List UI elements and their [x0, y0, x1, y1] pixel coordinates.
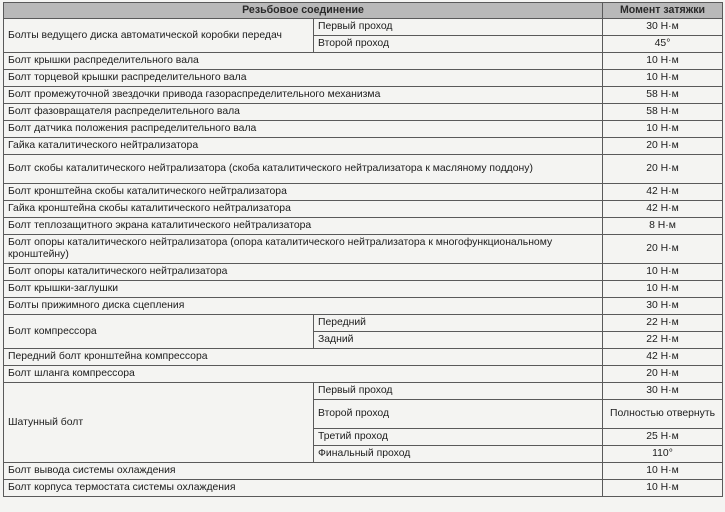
row-name: Болт шланга компрессора [4, 366, 603, 383]
row-value: 42 Н·м [603, 184, 723, 201]
table-row [4, 463, 723, 480]
row-name: Болт крышки распределительного вала [4, 53, 603, 70]
row-value: 58 Н·м [603, 87, 723, 104]
row-name: Болт вывода системы охлаждения [4, 463, 603, 480]
row-sub: Первый проход [314, 19, 603, 36]
row-value: Полностью отвернуть [603, 400, 723, 429]
row-value: 10 Н·м [603, 70, 723, 87]
row-sub: Задний [314, 332, 603, 349]
table-row [4, 366, 723, 383]
table-row [4, 264, 723, 281]
row-name: Болт фазовращателя распределительного вала [4, 104, 603, 121]
table-row [4, 19, 723, 36]
row-name: Болт промежуточной звездочки привода газораспределительного механизма [4, 87, 603, 104]
table-row [4, 298, 723, 315]
row-value: 10 Н·м [603, 264, 723, 281]
row-value: 10 Н·м [603, 121, 723, 138]
table-row [4, 53, 723, 70]
row-name: Передний болт кронштейна компрессора [4, 349, 603, 366]
table-row [4, 70, 723, 87]
table-row [4, 383, 723, 400]
row-sub: Первый проход [314, 383, 603, 400]
row-name: Болт скобы каталитического нейтрализатора (скоба каталитического нейтрализатора к масляному поддону) [4, 155, 603, 184]
row-value: 20 Н·м [603, 235, 723, 264]
row-name: Болт теплозащитного экрана каталитического нейтрализатора [4, 218, 603, 235]
row-name: Болт кронштейна скобы каталитического нейтрализатора [4, 184, 603, 201]
row-value: 42 Н·м [603, 201, 723, 218]
table-row [4, 349, 723, 366]
torque-table [3, 2, 723, 497]
row-value: 20 Н·м [603, 366, 723, 383]
row-value: 20 Н·м [603, 138, 723, 155]
row-value: 10 Н·м [603, 463, 723, 480]
row-name: Болт крышки-заглушки [4, 281, 603, 298]
row-value: 8 Н·м [603, 218, 723, 235]
row-value: 22 Н·м [603, 315, 723, 332]
header-torque: Момент затяжки [603, 3, 723, 19]
table-row [4, 121, 723, 138]
row-value: 20 Н·м [603, 155, 723, 184]
row-value: 25 Н·м [603, 429, 723, 446]
table-row [4, 138, 723, 155]
table-row [4, 184, 723, 201]
row-value: 30 Н·м [603, 19, 723, 36]
row-name: Болты прижимного диска сцепления [4, 298, 603, 315]
row-value: 22 Н·м [603, 332, 723, 349]
row-value: 10 Н·м [603, 480, 723, 497]
row-value: 58 Н·м [603, 104, 723, 121]
row-value: 30 Н·м [603, 383, 723, 400]
row-name: Гайка кронштейна скобы каталитического нейтрализатора [4, 201, 603, 218]
row-value: 10 Н·м [603, 281, 723, 298]
row-sub: Второй проход [314, 36, 603, 53]
table-row [4, 155, 723, 184]
row-name: Болт компрессора [4, 315, 314, 349]
table-row [4, 281, 723, 298]
row-name: Шатунный болт [4, 383, 314, 463]
table-row [4, 201, 723, 218]
row-value: 10 Н·м [603, 53, 723, 70]
row-value: 30 Н·м [603, 298, 723, 315]
row-name: Болт корпуса термостата системы охлаждения [4, 480, 603, 497]
row-name: Болт торцевой крышки распределительного вала [4, 70, 603, 87]
row-name: Болт датчика положения распределительного вала [4, 121, 603, 138]
row-value: 42 Н·м [603, 349, 723, 366]
row-sub: Финальный проход [314, 446, 603, 463]
table-row [4, 87, 723, 104]
table-row [4, 235, 723, 264]
row-name: Гайка каталитического нейтрализатора [4, 138, 603, 155]
row-sub: Третий проход [314, 429, 603, 446]
table-row [4, 218, 723, 235]
row-sub: Второй проход [314, 400, 603, 429]
row-value: 45° [603, 36, 723, 53]
row-value: 110° [603, 446, 723, 463]
row-name: Болт опоры каталитического нейтрализатора (опора каталитического нейтрализатора к многофункциональному кронштейну) [4, 235, 603, 264]
header-connection: Резьбовое соединение [4, 3, 603, 19]
table-row [4, 104, 723, 121]
row-name: Болт опоры каталитического нейтрализатора [4, 264, 603, 281]
row-sub: Передний [314, 315, 603, 332]
table-header-row [4, 3, 723, 19]
table-row [4, 315, 723, 332]
table-row [4, 480, 723, 497]
row-name: Болты ведущего диска автоматической коробки передач [4, 19, 314, 53]
